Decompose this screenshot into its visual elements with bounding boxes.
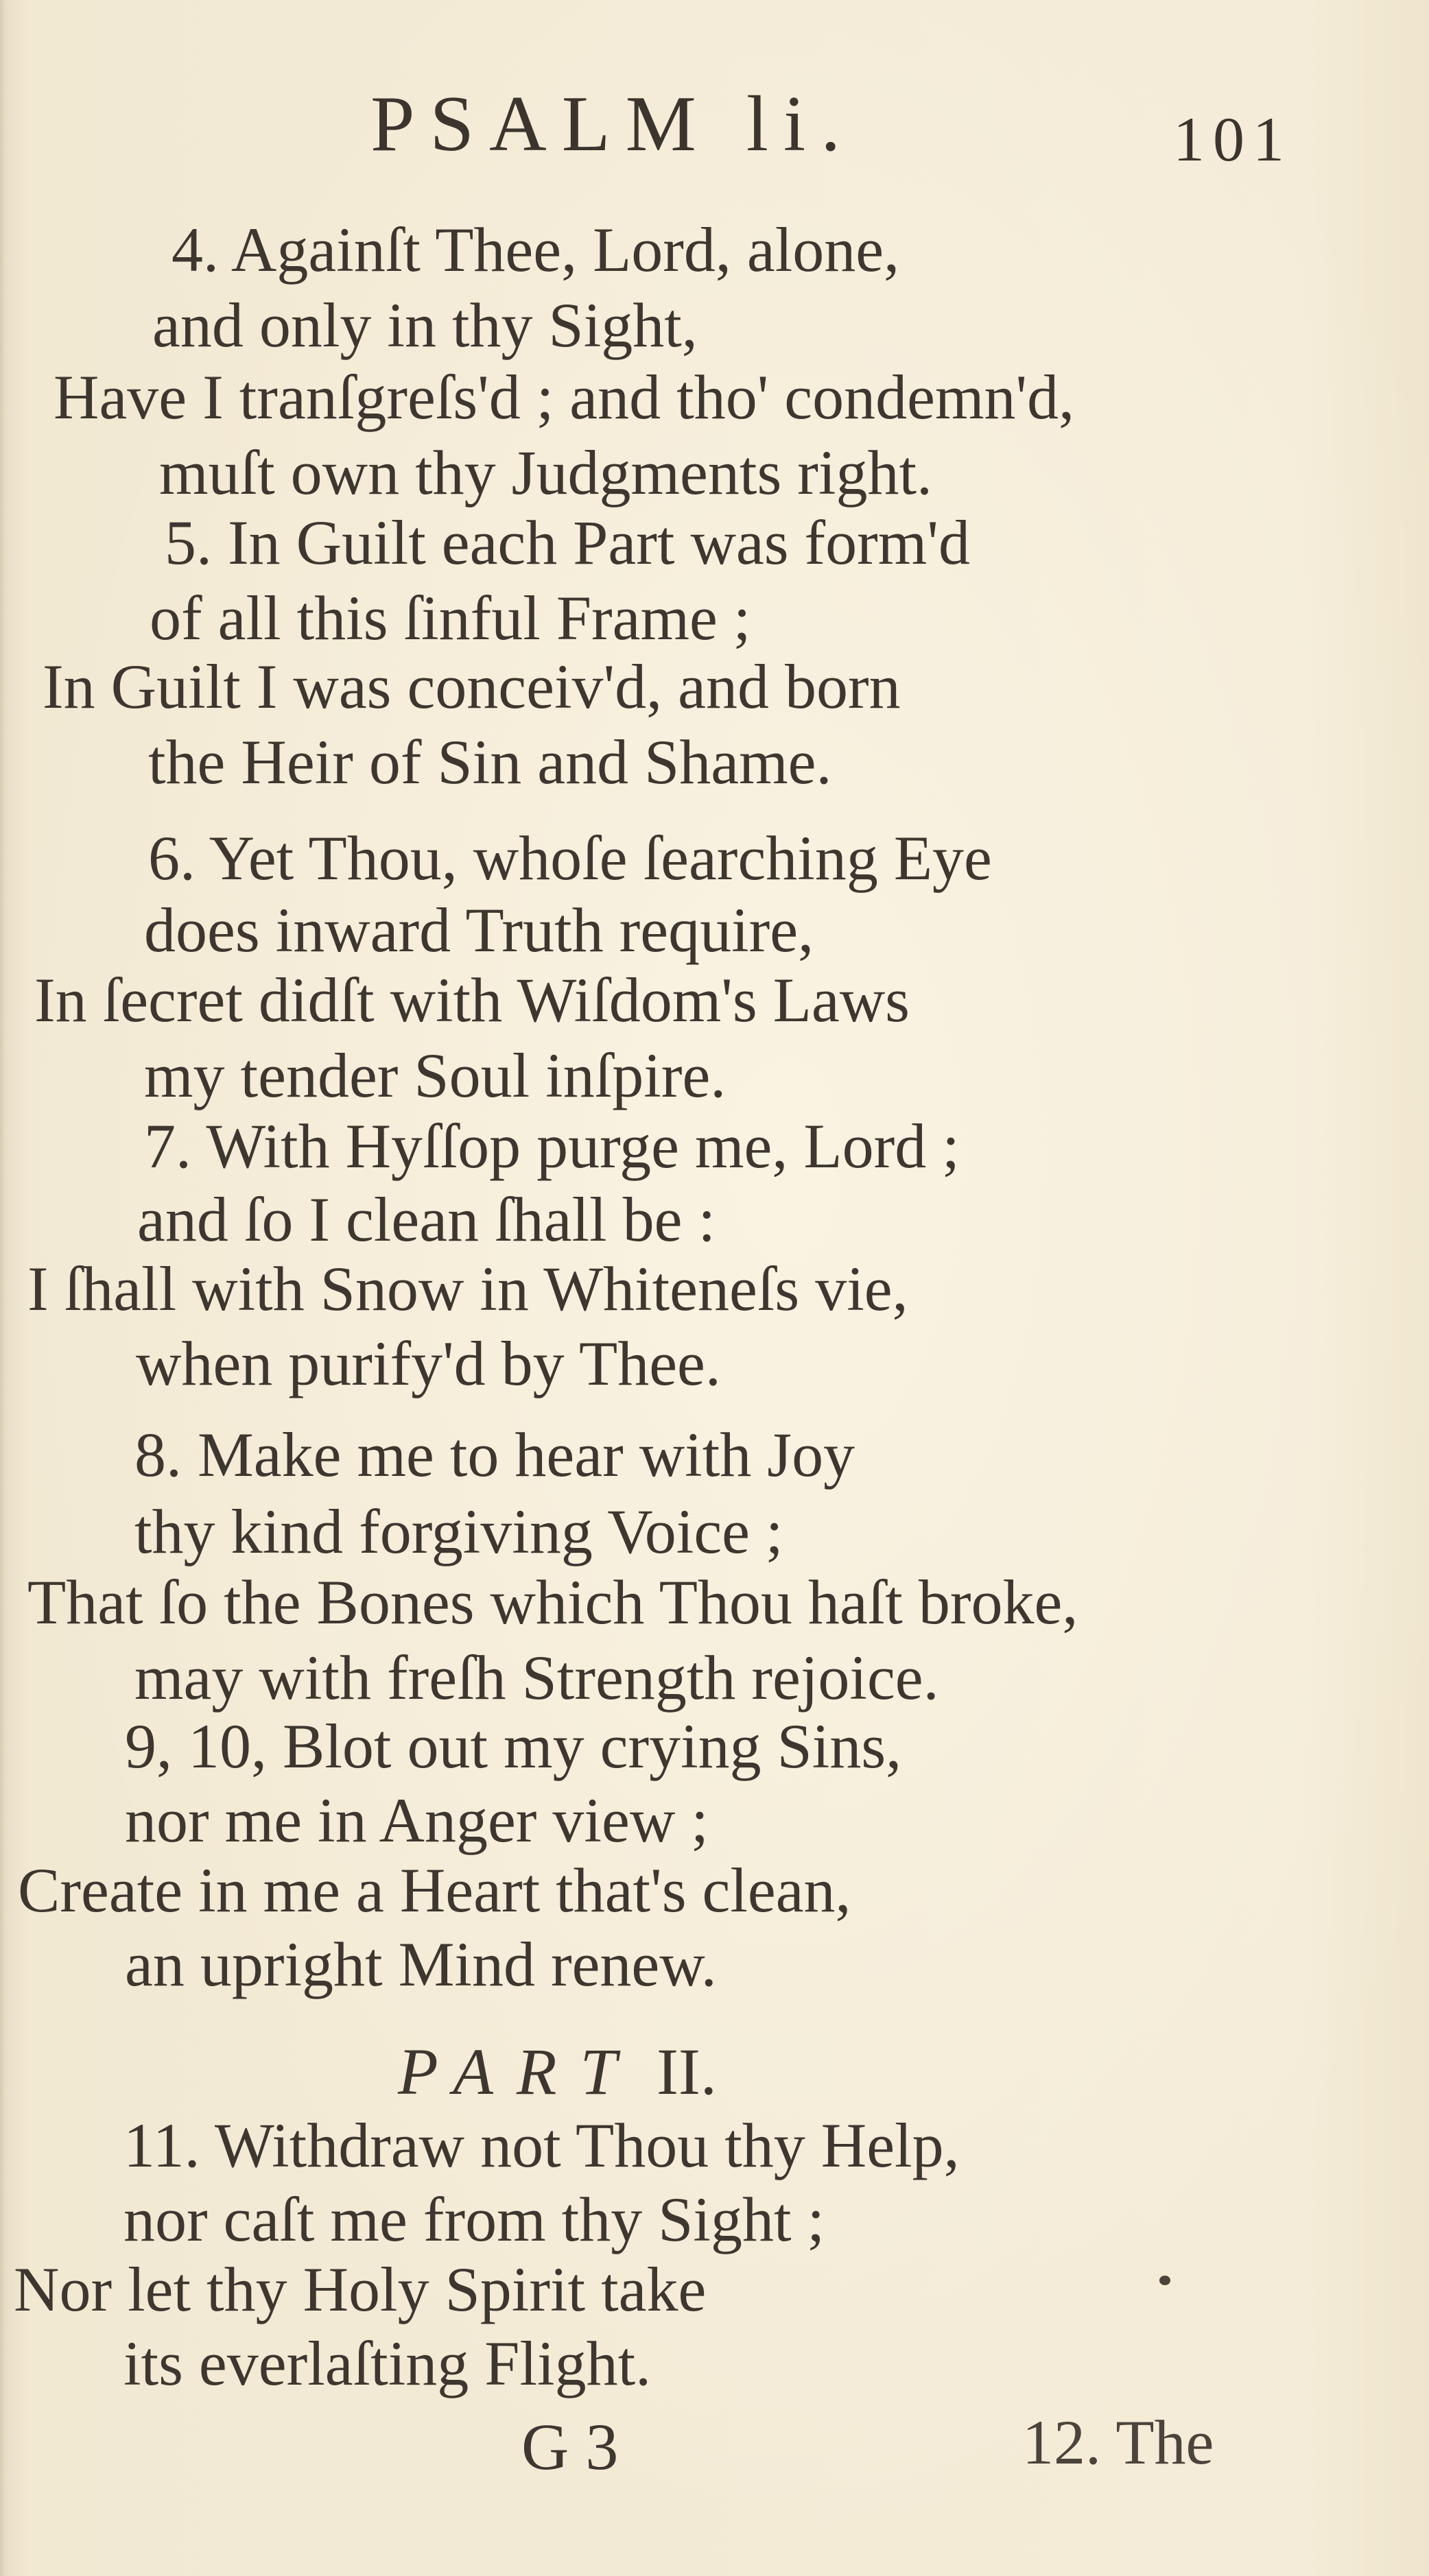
verse-line: and ſo I clean ſhall be : [137,1184,716,1254]
verse-line: 6. Yet Thou, whoſe ſearching Eye [148,823,992,893]
verse-line: thy kind forgiving Voice ; [134,1496,783,1566]
part-heading [398,2034,717,2110]
verse-line: In Guilt I was conceiv'd, and born [43,652,901,721]
verse-line: 4. Againſt Thee, Lord, alone, [172,215,900,285]
page-number: 101 [1173,104,1292,174]
verse-line: That ſo the Bones which Thou haſt broke, [27,1567,1078,1637]
verse-line: Create in me a Heart that's clean, [18,1855,851,1925]
part-heading-numeral: II. [656,2035,717,2108]
verse-line: when purify'd by Thee. [136,1328,721,1398]
verse-line: nor caſt me from thy Sight ; [123,2184,825,2254]
verse-line: an upright Mind renew. [125,1929,717,1999]
verse-line: 11. Withdraw not Thou thy Help, [123,2110,960,2180]
running-title: PSALM li. [370,80,856,168]
verse-line: nor me in Anger view ; [125,1785,709,1855]
verse-line: may with freſh Strength rejoice. [134,1643,939,1713]
ink-speck [1159,2276,1170,2285]
verse-line: of all this ſinful Frame ; [150,583,751,653]
verse-line: I ſhall with Snow in Whiteneſs vie, [27,1254,908,1324]
verse-line: does inward Truth require, [144,895,814,965]
page-gutter [0,0,5,2576]
verse-line: 7. With Hyſſop purge me, Lord ; [144,1111,960,1181]
printer-signature: G 3 [521,2410,619,2483]
verse-line: Nor let thy Holy Spirit take [14,2254,707,2324]
part-heading-word: PART [398,2035,640,2108]
verse-line: muſt own thy Judgments right. [159,438,932,508]
verse-line: 9, 10, Blot out my crying Sins, [125,1711,902,1781]
catchword: 12. The [1022,2407,1214,2477]
verse-line: In ſecret didſt with Wiſdom's Laws [34,965,910,1035]
verse-line: and only in thy Sight, [152,290,698,360]
verse-line: Have I tranſgreſs'd ; and tho' condemn'd, [54,362,1075,432]
verse-line: its everlaſting Flight. [123,2328,652,2398]
verse-line: my tender Soul inſpire. [144,1040,727,1110]
verse-line: the Heir of Sin and Shame. [148,727,832,797]
verse-line: 8. Make me to hear with Joy [134,1420,855,1490]
verse-line: 5. In Guilt each Part was form'd [165,508,970,577]
